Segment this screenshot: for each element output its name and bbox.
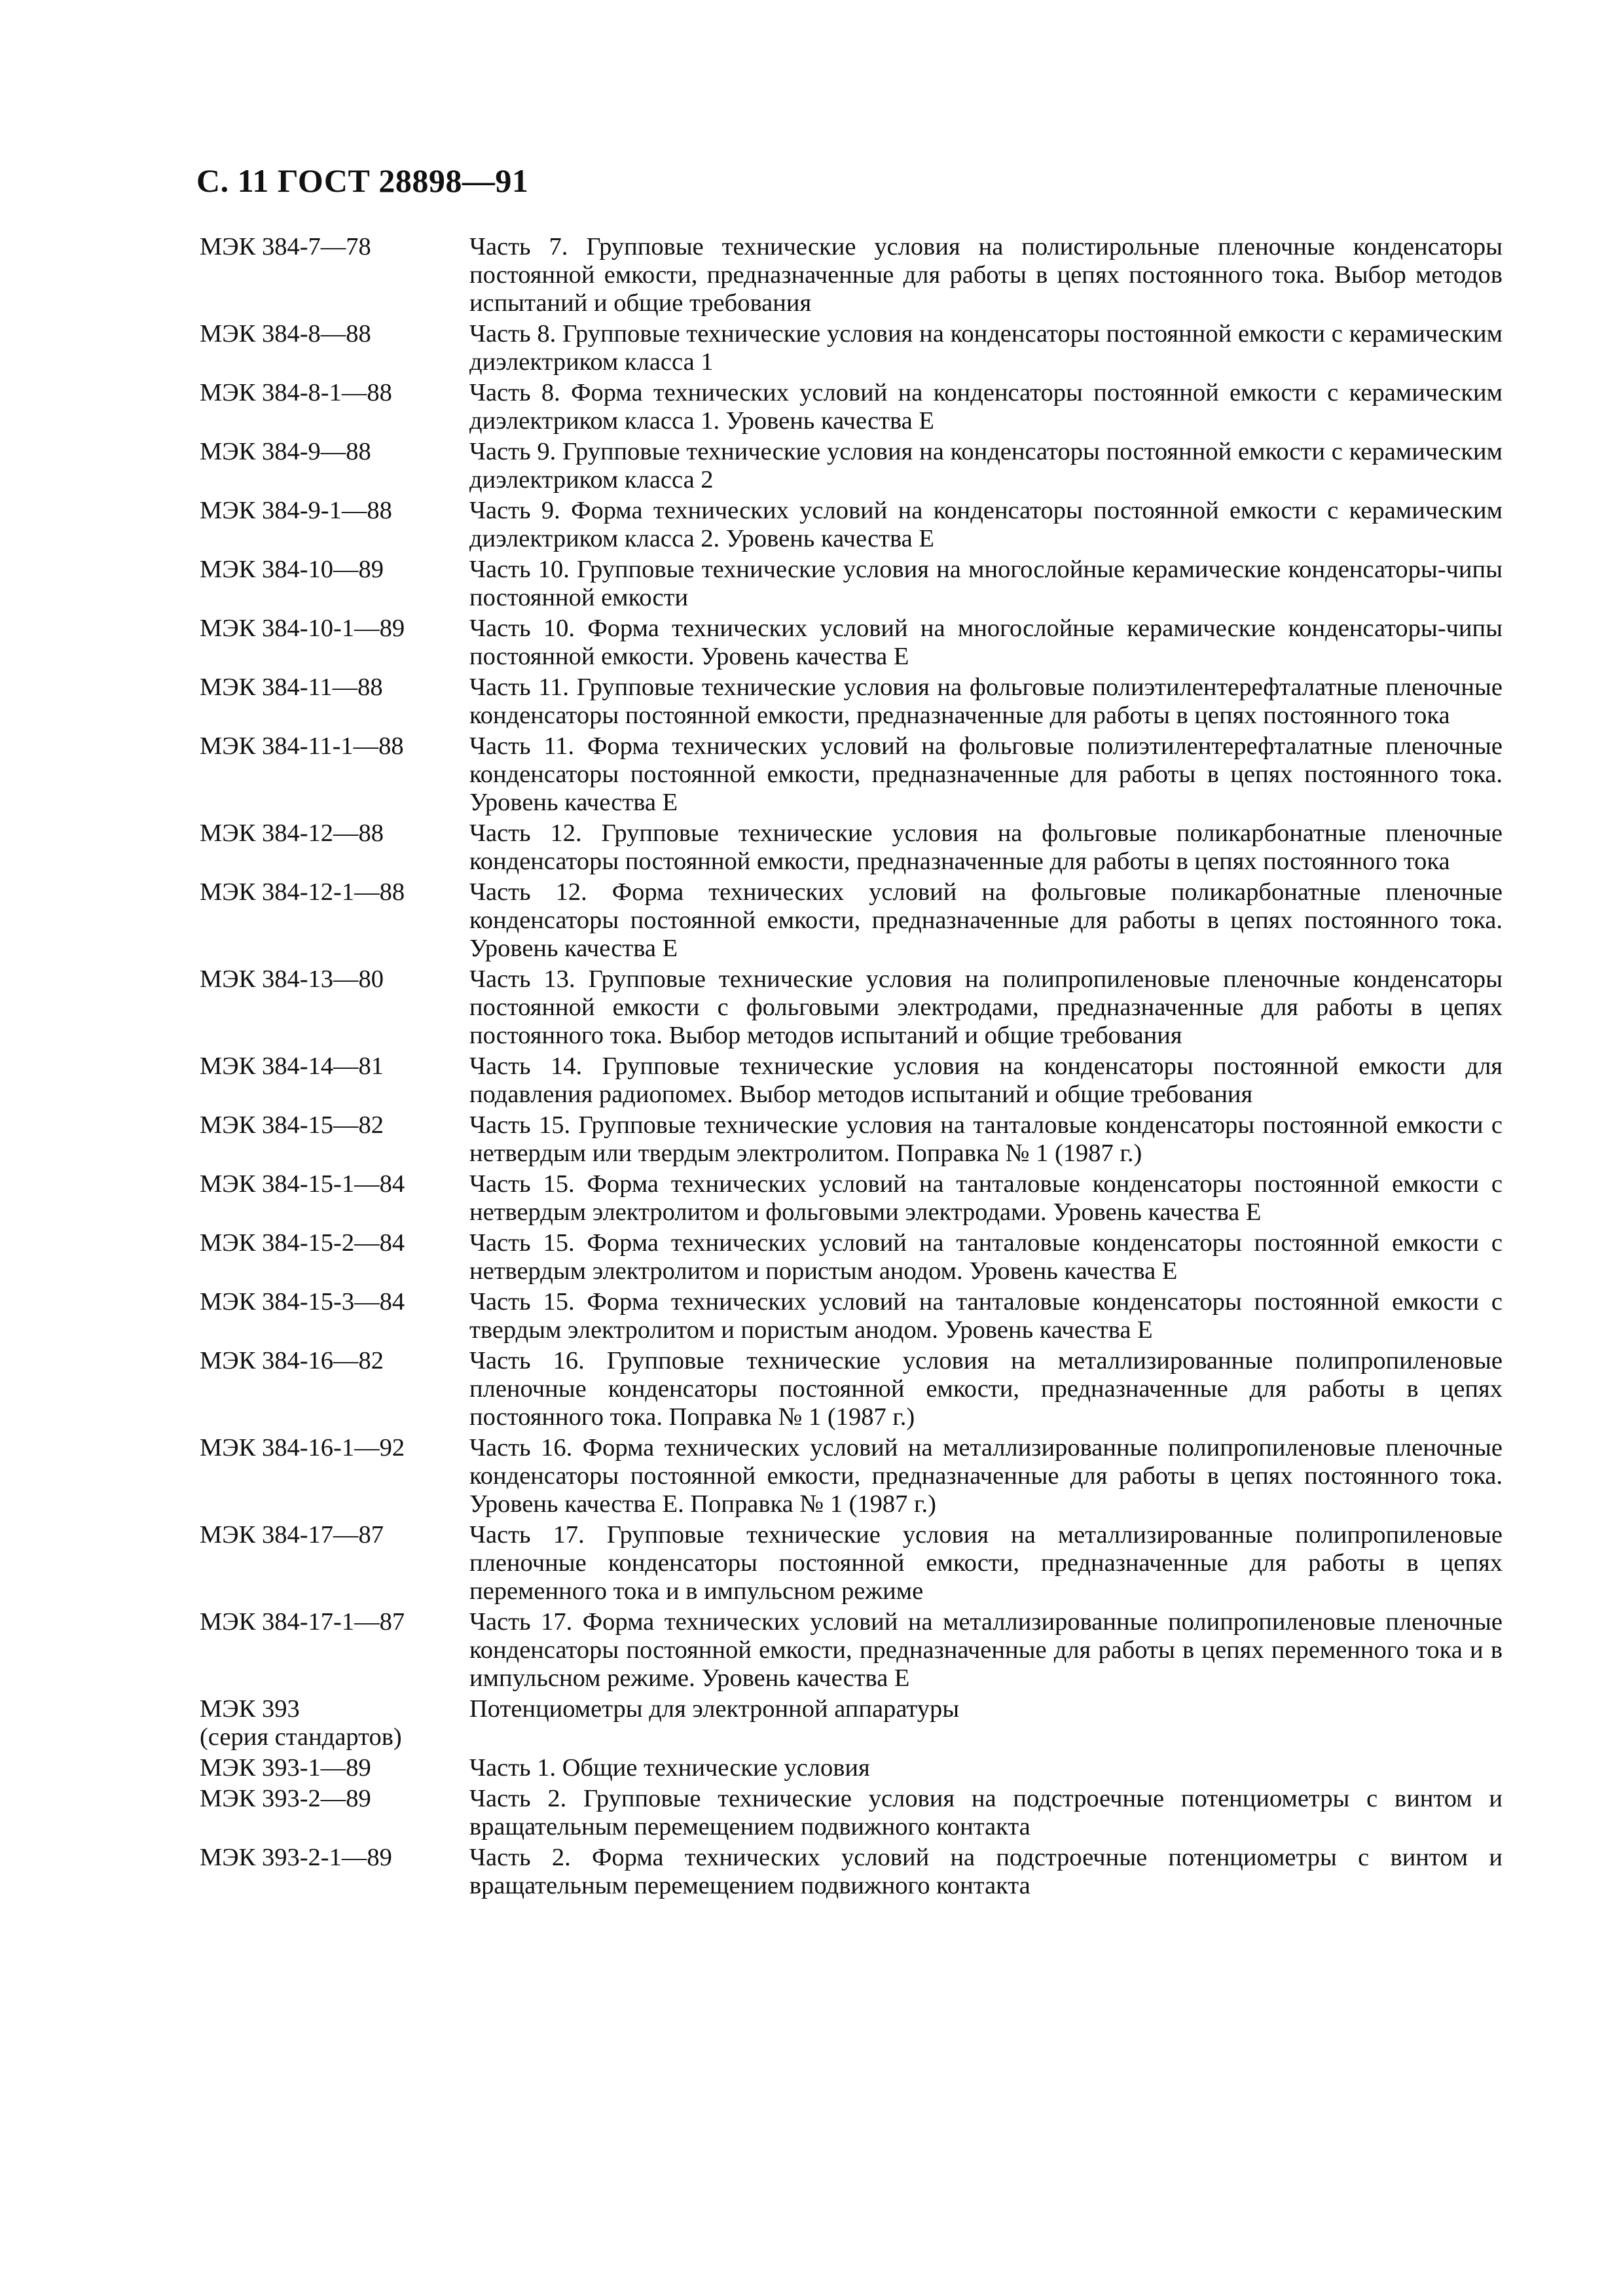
list-item [200, 1052, 1503, 1109]
standard-code: МЭК 384-16—82 [200, 1347, 384, 1374]
list-item [200, 1434, 1503, 1518]
list-item [200, 819, 1503, 876]
list-item [200, 615, 1503, 671]
standard-code: МЭК 393-2-1—89 [200, 1844, 392, 1871]
list-item [200, 556, 1503, 612]
standard-description: Потенциометры для электронной аппаратуры [469, 1695, 960, 1723]
standard-description: Часть 9. Групповые технические условия на конденсаторы постоянной емкости с керамическим диэлектриком класса 2 [469, 438, 1503, 493]
standard-code: МЭК 384-15-1—84 [200, 1170, 405, 1198]
list-item [200, 320, 1503, 376]
standard-description: Часть 15. Форма технических условий на танталовые конденсаторы постоянной емкости с твердым электролитом и пористым анодом. Уровень качества Е [469, 1288, 1503, 1344]
standard-description: Часть 10. Групповые технические условия на многослойные керамические конденсаторы-чипы постоянной емкости [469, 556, 1503, 611]
standard-description: Часть 7. Групповые технические условия на полистирольные пленочные конденсаторы постоянной емкости, предназначенные для работы в цепях постоянного тока. Выбор методов испытаний и общие требования [469, 233, 1503, 317]
standard-code: МЭК 384-11—88 [200, 673, 383, 701]
standard-code: МЭК 384-17-1—87 [200, 1608, 405, 1636]
standard-code: МЭК 384-15-2—84 [200, 1229, 405, 1257]
list-item [200, 1754, 1503, 1782]
list-item [200, 497, 1503, 553]
standard-description: Часть 11. Форма технических условий на фольговые полиэтилентерефталатные пленочные конденсаторы постоянной емкости, предназначенные для работы в цепях постоянного тока. Уровень качества Е [469, 732, 1503, 816]
standard-description: Часть 16. Групповые технические условия на металлизированные полипропиленовые пленочные конденсаторы постоянной емкости, предназначенные для работы в цепях постоянного тока. Поправка № 1 (1987 г.) [469, 1347, 1503, 1431]
standard-code: МЭК 384-10—89 [200, 556, 384, 583]
standard-code: МЭК 384-16-1—92 [200, 1434, 405, 1462]
standard-code: МЭК 393-1—89 [200, 1754, 371, 1782]
standard-description: Часть 17. Форма технических условий на металлизированные полипропиленовые пленочные конденсаторы постоянной емкости, предназначенные для работы в цепях переменного тока и в импульсном режиме. Уровень качества Е [469, 1608, 1503, 1692]
list-item [200, 1608, 1503, 1693]
standard-description: Часть 12. Групповые технические условия на фольговые поликарбонатные пленочные конденсаторы постоянной емкости, предназначенные для работы в цепях постоянного тока [469, 819, 1503, 875]
list-item [200, 438, 1503, 494]
standard-code: МЭК 384-10-1—89 [200, 615, 405, 642]
standard-code: МЭК 384-7—78 [200, 233, 371, 260]
standard-code: МЭК 384-17—87 [200, 1521, 384, 1549]
standard-description: Часть 12. Форма технических условий на фольговые поликарбонатные пленочные конденсаторы постоянной емкости, предназначенные для работы в цепях постоянного тока. Уровень качества Е [469, 878, 1503, 962]
list-item [200, 1288, 1503, 1344]
standard-code: МЭК 384-12—88 [200, 819, 384, 847]
standard-code: МЭК 384-15—82 [200, 1111, 384, 1139]
standard-description: Часть 17. Групповые технические условия на металлизированные полипропиленовые пленочные конденсаторы постоянной емкости, предназначенные для работы в цепях переменного тока и в импульсном режиме [469, 1521, 1503, 1605]
list-item [200, 965, 1503, 1050]
list-item [200, 1695, 1503, 1751]
standard-code: МЭК 384-8—88 [200, 320, 371, 348]
standard-code: МЭК 384-13—80 [200, 965, 384, 993]
standard-code: МЭК 393-2—89 [200, 1785, 371, 1812]
standard-description: Часть 10. Форма технических условий на многослойные керамические конденсаторы-чипы постоянной емкости. Уровень качества Е [469, 615, 1503, 670]
standard-code: МЭК 393 (серия стандартов) [200, 1695, 402, 1751]
list-item [200, 1844, 1503, 1900]
list-item [200, 1521, 1503, 1605]
standard-code: МЭК 384-9—88 [200, 438, 371, 465]
list-item [200, 878, 1503, 963]
standard-code: МЭК 384-11-1—88 [200, 732, 404, 760]
list-item [200, 1785, 1503, 1841]
standard-description: Часть 8. Форма технических условий на конденсаторы постоянной емкости с керамическим диэлектриком класса 1. Уровень качества Е [469, 379, 1503, 435]
standard-code: МЭК 384-14—81 [200, 1052, 384, 1080]
standards-list [200, 233, 1503, 1903]
standard-description: Часть 13. Групповые технические условия на полипропиленовые пленочные конденсаторы постоянной емкости с фольговыми электродами, предназначенные для работы в цепях постоянного тока. Выбор методов испытаний и общие требования [469, 965, 1503, 1049]
standard-code: МЭК 384-8-1—88 [200, 379, 392, 406]
page-header: С. 11 ГОСТ 28898—91 [196, 162, 529, 199]
standard-description: Часть 16. Форма технических условий на металлизированные полипропиленовые пленочные конденсаторы постоянной емкости, предназначенные для работы в цепях постоянного тока. Уровень качества Е. Поправка № 1 (1987 г.) [469, 1434, 1503, 1518]
standard-description: Часть 15. Групповые технические условия на танталовые конденсаторы постоянной емкости с нетвердым или твердым электролитом. Поправка № 1 (1987 г.) [469, 1111, 1503, 1167]
list-item [200, 1229, 1503, 1285]
list-item [200, 673, 1503, 730]
list-item [200, 379, 1503, 435]
standard-description: Часть 14. Групповые технические условия на конденсаторы постоянной емкости для подавления радиопомех. Выбор методов испытаний и общие требования [469, 1052, 1503, 1108]
standard-description: Часть 2. Форма технических условий на подстроечные потенциометры с винтом и вращательным перемещением подвижного контакта [469, 1844, 1503, 1899]
standard-code: МЭК 384-12-1—88 [200, 878, 405, 906]
standard-description: Часть 8. Групповые технические условия на конденсаторы постоянной емкости с керамическим диэлектриком класса 1 [469, 320, 1503, 376]
standard-code: МЭК 384-9-1—88 [200, 497, 392, 524]
list-item [200, 1170, 1503, 1227]
standard-description: Часть 11. Групповые технические условия на фольговые полиэтилентерефталатные пленочные конденсаторы постоянной емкости, предназначенные для работы в цепях постоянного тока [469, 673, 1503, 729]
standard-description: Часть 15. Форма технических условий на танталовые конденсаторы постоянной емкости с нетвердым электролитом и пористым анодом. Уровень качества Е [469, 1229, 1503, 1285]
standard-description: Часть 1. Общие технические условия [469, 1754, 870, 1782]
standard-description: Часть 15. Форма технических условий на танталовые конденсаторы постоянной емкости с нетвердым электролитом и фольговыми электродами. Уровень качества Е [469, 1170, 1503, 1226]
list-item [200, 1111, 1503, 1168]
standard-code: МЭК 384-15-3—84 [200, 1288, 405, 1316]
standard-description: Часть 2. Групповые технические условия на подстроечные потенциометры с винтом и вращательным перемещением подвижного контакта [469, 1785, 1503, 1840]
list-item [200, 233, 1503, 317]
standard-description: Часть 9. Форма технических условий на конденсаторы постоянной емкости с керамическим диэлектриком класса 2. Уровень качества Е [469, 497, 1503, 552]
list-item [200, 732, 1503, 817]
list-item [200, 1347, 1503, 1431]
